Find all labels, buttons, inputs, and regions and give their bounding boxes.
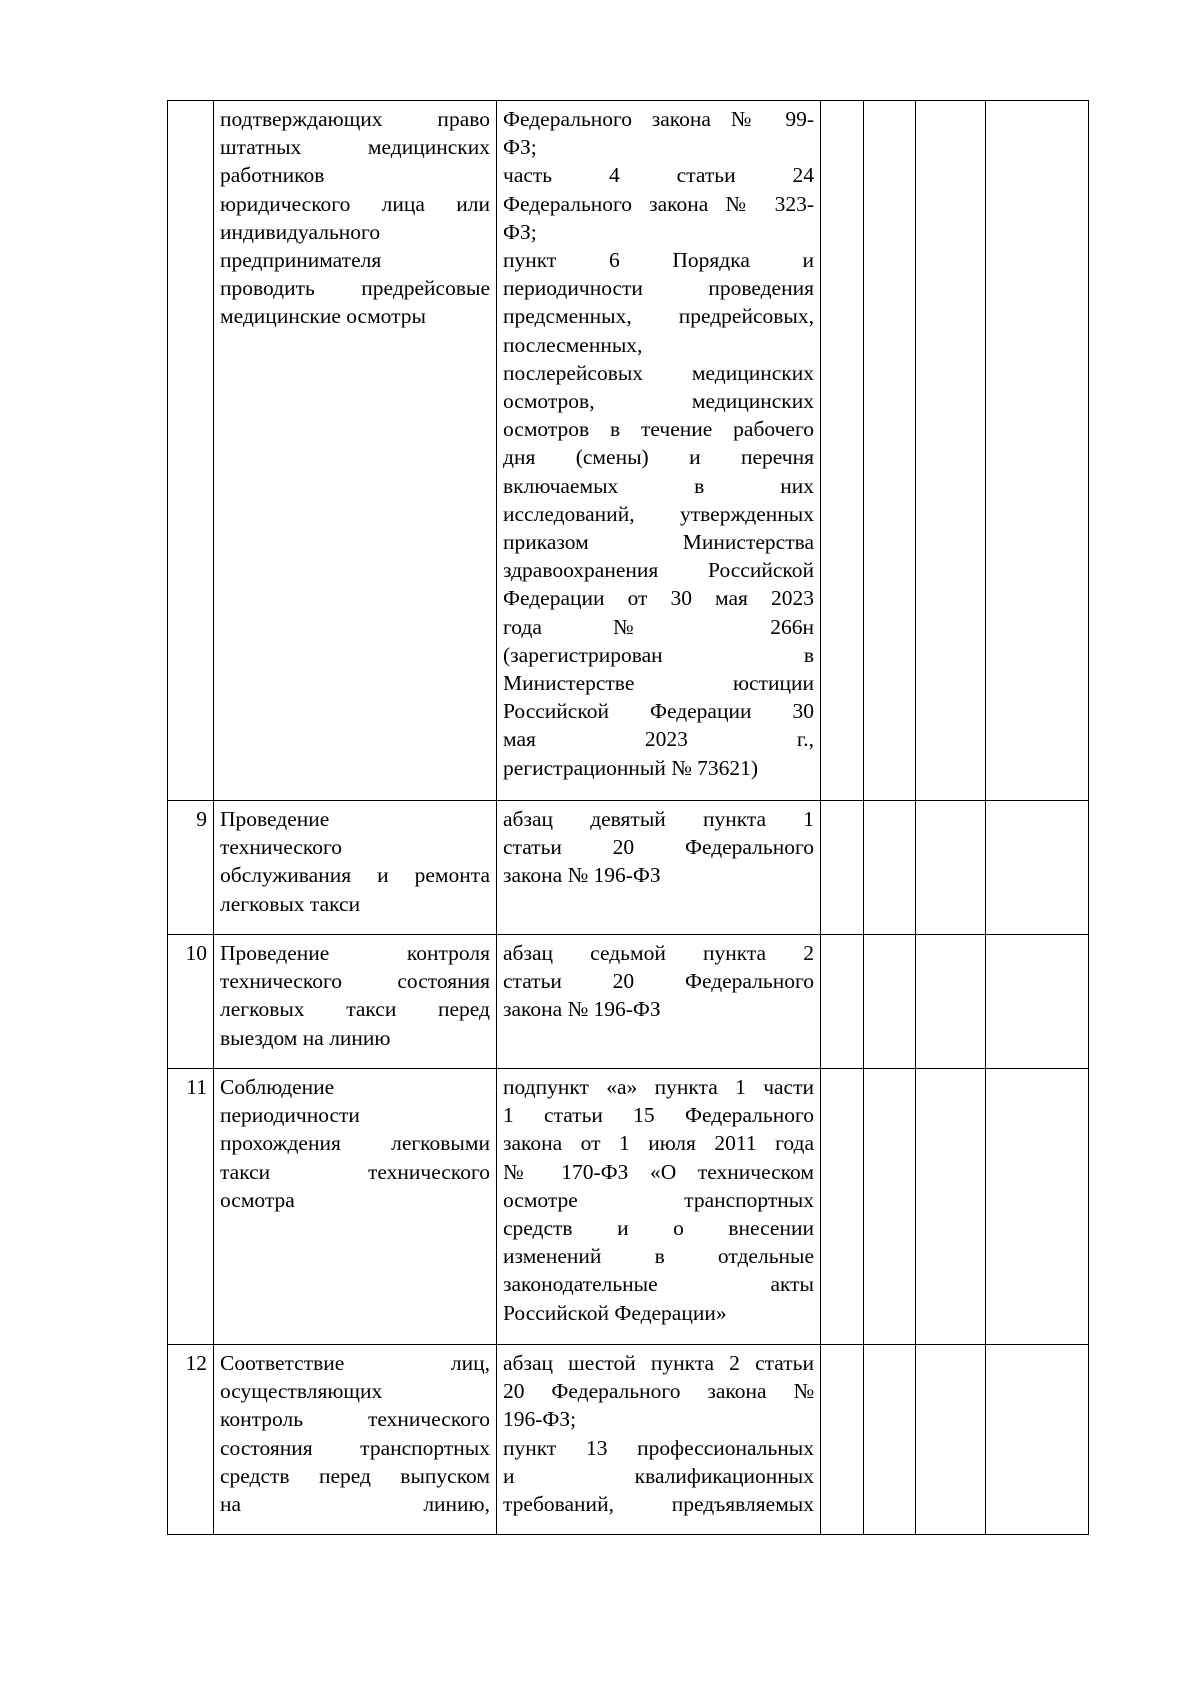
requirement-cell <box>214 1345 497 1535</box>
reference-line: года № 266н <box>503 614 814 639</box>
legal-reference-cell <box>497 801 821 935</box>
reference-line: Федерального закона № 323- <box>503 191 814 216</box>
reference-line: исследований, утвержденных <box>503 501 814 526</box>
reference-line: Федерального закона № 99- <box>503 107 814 131</box>
requirement-cell <box>214 935 497 1069</box>
answer-yes-cell <box>821 801 864 935</box>
reference-line: ФЗ; <box>503 219 537 244</box>
reference-line: Федерации от 30 мая 2023 <box>503 586 814 611</box>
reference-line: регистрационный № 73621) <box>503 755 759 780</box>
requirement-line: контроль технического <box>220 1407 490 1432</box>
legal-reference-cell <box>497 101 821 801</box>
answer-no-cell <box>864 101 916 801</box>
requirement-line: работников <box>220 163 325 188</box>
reference-line: мая 2023 г., <box>503 727 814 752</box>
row-number <box>168 101 214 801</box>
table-body <box>168 101 1089 1535</box>
answer-no-cell <box>864 935 916 1069</box>
row-number: 9 <box>168 801 214 935</box>
answer-no-cell <box>864 1345 916 1535</box>
requirement-line: выездом на линию <box>220 1025 391 1050</box>
reference-line: абзац седьмой пункта 2 <box>503 941 814 965</box>
answer-yes-cell <box>821 1345 864 1535</box>
answer-no-cell <box>864 1069 916 1345</box>
reference-line: осмотров, медицинских <box>503 389 814 414</box>
reference-line: 1 статьи 15 Федерального <box>503 1103 814 1128</box>
note-cell <box>986 1069 1089 1345</box>
reference-line: 20 Федерального закона № <box>503 1379 814 1404</box>
requirement-line: легковых такси перед <box>220 997 490 1022</box>
reference-line: закона № 196-ФЗ <box>503 863 661 888</box>
not-applicable-cell <box>916 1345 986 1535</box>
answer-yes-cell <box>821 935 864 1069</box>
answer-no-cell <box>864 801 916 935</box>
requirement-line: Проведение контроля <box>220 941 490 965</box>
requirement-line: технического состояния <box>220 969 490 994</box>
row-number: 10 <box>168 935 214 1069</box>
reference-line: подпункт «а» пункта 1 части <box>503 1075 814 1099</box>
reference-line: включаемых в них <box>503 473 814 498</box>
legal-reference-cell <box>497 1345 821 1535</box>
row-number: 11 <box>168 1069 214 1345</box>
reference-line: приказом Министерства <box>503 530 814 555</box>
reference-line: требований, предъявляемых <box>503 1492 814 1517</box>
reference-line: послерейсовых медицинских <box>503 360 814 385</box>
reference-line: № 170-ФЗ «О техническом <box>503 1159 814 1184</box>
reference-line: Министерстве юстиции <box>503 671 814 696</box>
requirement-line: средств перед выпуском <box>220 1463 490 1488</box>
table-row <box>168 1345 1089 1535</box>
requirement-line: такси технического <box>220 1159 490 1184</box>
reference-line: ФЗ; <box>503 135 537 160</box>
note-cell <box>986 101 1089 801</box>
reference-line: дня (смены) и перечня <box>503 445 814 470</box>
reference-line: пункт 13 профессиональных <box>503 1435 814 1460</box>
reference-line: закона № 196-ФЗ <box>503 997 661 1022</box>
reference-line: и квалификационных <box>503 1463 814 1488</box>
requirement-line: прохождения легковыми <box>220 1131 490 1156</box>
reference-line: здравоохранения Российской <box>503 558 814 583</box>
not-applicable-cell <box>916 935 986 1069</box>
requirement-line: индивидуального <box>220 219 381 244</box>
note-cell <box>986 1345 1089 1535</box>
requirement-cell <box>214 801 497 935</box>
checklist-table <box>167 100 1089 1535</box>
requirement-line: легковых такси <box>220 891 361 916</box>
requirement-line: осуществляющих <box>220 1379 383 1404</box>
reference-line: часть 4 статьи 24 <box>503 163 814 188</box>
table-row <box>168 935 1089 1069</box>
requirement-line: Соответствие лиц, <box>220 1351 490 1375</box>
reference-line: предсменных, предрейсовых, <box>503 304 814 329</box>
reference-line: Российской Федерации 30 <box>503 699 814 724</box>
reference-line: абзац девятый пункта 1 <box>503 807 814 831</box>
table-row <box>168 1069 1089 1345</box>
reference-line: осмотров в течение рабочего <box>503 417 814 442</box>
requirement-line: обслуживания и ремонта <box>220 863 490 888</box>
reference-line: статьи 20 Федерального <box>503 835 814 860</box>
answer-yes-cell <box>821 101 864 801</box>
legal-reference-cell <box>497 935 821 1069</box>
reference-line: законодательные акты <box>503 1272 814 1297</box>
reference-line: послесменных, <box>503 332 643 357</box>
reference-line: изменений в отдельные <box>503 1244 814 1269</box>
requirement-line: Соблюдение <box>220 1075 335 1099</box>
requirement-line: периодичности <box>220 1103 360 1128</box>
requirement-line: проводить предрейсовые <box>220 276 490 301</box>
reference-line: статьи 20 Федерального <box>503 969 814 994</box>
requirement-line: осмотра <box>220 1187 295 1212</box>
requirement-line: предпринимателя <box>220 248 382 273</box>
reference-line: Российской Федерации» <box>503 1300 727 1325</box>
note-cell <box>986 801 1089 935</box>
reference-line: средств и о внесении <box>503 1216 814 1241</box>
not-applicable-cell <box>916 1069 986 1345</box>
requirement-line: медицинские осмотры <box>220 304 426 329</box>
reference-line: (зарегистрирован в <box>503 642 814 667</box>
requirement-line: юридического лица или <box>220 191 490 216</box>
requirement-line: Проведение <box>220 807 330 831</box>
requirement-line: состояния транспортных <box>220 1435 490 1460</box>
not-applicable-cell <box>916 101 986 801</box>
requirement-cell <box>214 1069 497 1345</box>
requirement-line: на линию, <box>220 1492 490 1517</box>
requirement-line: штатных медицинских <box>220 135 490 160</box>
table-row <box>168 101 1089 801</box>
requirement-cell <box>214 101 497 801</box>
not-applicable-cell <box>916 801 986 935</box>
reference-line: пункт 6 Порядка и <box>503 248 814 273</box>
reference-line: закона от 1 июля 2011 года <box>503 1131 814 1156</box>
reference-line: абзац шестой пункта 2 статьи <box>503 1351 814 1375</box>
table-row <box>168 801 1089 935</box>
reference-line: 196-ФЗ; <box>503 1407 577 1432</box>
note-cell <box>986 935 1089 1069</box>
requirement-line: технического <box>220 835 342 860</box>
answer-yes-cell <box>821 1069 864 1345</box>
requirement-line: подтверждающих право <box>220 107 490 131</box>
row-number: 12 <box>168 1345 214 1535</box>
reference-line: осмотре транспортных <box>503 1187 814 1212</box>
reference-line: периодичности проведения <box>503 276 814 301</box>
legal-reference-cell <box>497 1069 821 1345</box>
